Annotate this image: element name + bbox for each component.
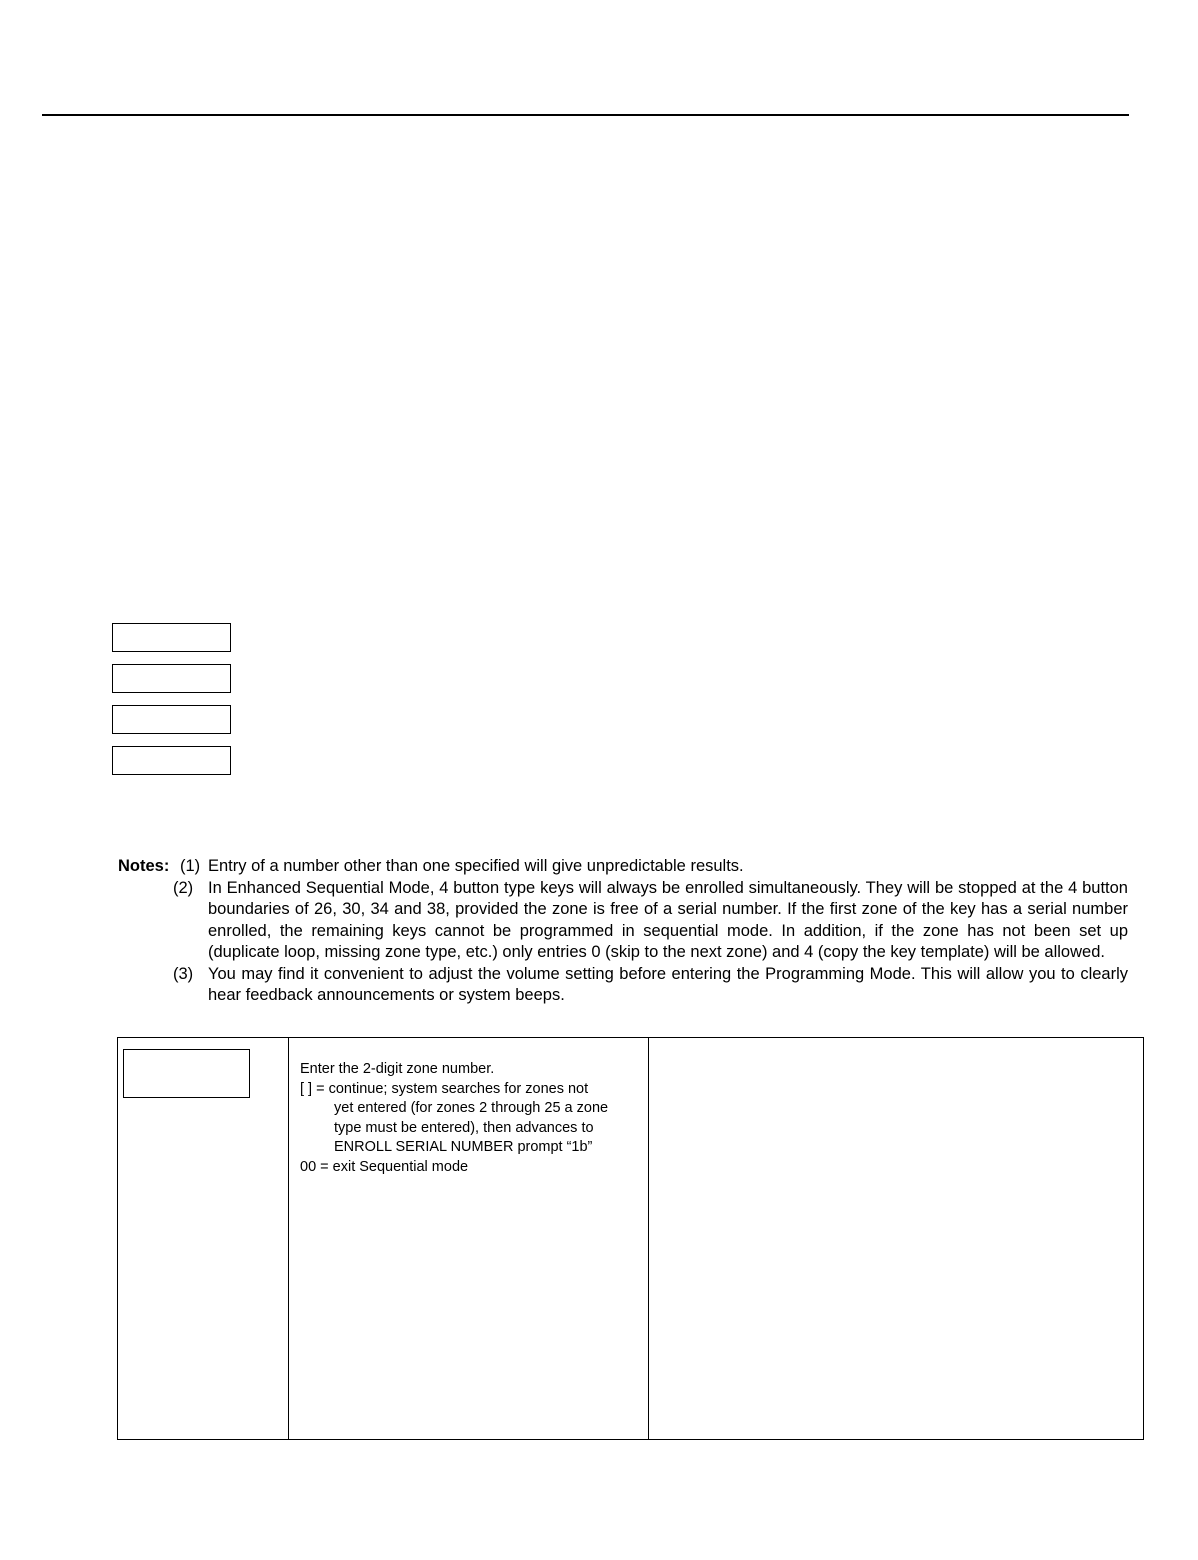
blank-box-1 bbox=[112, 623, 231, 652]
blank-box-4 bbox=[112, 746, 231, 775]
note-1 bbox=[118, 856, 1128, 878]
note-2 bbox=[118, 878, 1128, 964]
note-text: In Enhanced Sequential Mode, 4 button type keys will always be enrolled simultaneously. They will be stopped at the 4 button boundaries of 26, 30, 34 and 38, provided the zone is free of a serial number. If the first zone of the key has a serial number enrolled, the remaining keys cannot be programmed in sequential mode. In addition, if the zone has not been set up (duplicate loop, missing zone type, etc.) only entries 0 (skip to the next zone) and 4 (copy the key template) will be allowed. bbox=[208, 878, 1128, 961]
instructions-column bbox=[289, 1038, 649, 1439]
notes-column bbox=[649, 1038, 1143, 1439]
instructions-text bbox=[300, 1060, 640, 1177]
prompt-display-box bbox=[123, 1049, 250, 1098]
blank-box-3 bbox=[112, 705, 231, 734]
notes-section bbox=[118, 856, 1128, 1007]
notes-label: Notes: bbox=[118, 857, 170, 875]
instruction-line: ENROLL SERIAL NUMBER prompt “1b” bbox=[334, 1139, 593, 1155]
blank-box-2 bbox=[112, 664, 231, 693]
programming-table bbox=[117, 1037, 1144, 1440]
instruction-line: Enter the 2-digit zone number. bbox=[300, 1061, 495, 1077]
instruction-line: type must be entered), then advances to bbox=[334, 1119, 594, 1136]
note-number: (2) bbox=[173, 878, 194, 897]
instruction-line: [ ] = continue; system searches for zones not bbox=[300, 1080, 589, 1097]
note-text: Entry of a number other than one specified will give unpredictable results. bbox=[208, 857, 744, 875]
note-3 bbox=[118, 964, 1128, 1007]
note-number: (3) bbox=[173, 964, 194, 983]
note-text: You may find it convenient to adjust the volume setting before entering the Programming Mode. This will allow you to clearly hear feedback announcements or system beeps. bbox=[208, 964, 1128, 1004]
note-number: (1) bbox=[180, 857, 201, 875]
header-rule bbox=[42, 114, 1129, 116]
instruction-line: yet entered (for zones 2 through 25 a zone bbox=[334, 1100, 609, 1116]
prompt-column bbox=[118, 1038, 289, 1439]
instruction-line: 00 = exit Sequential mode bbox=[300, 1158, 469, 1175]
